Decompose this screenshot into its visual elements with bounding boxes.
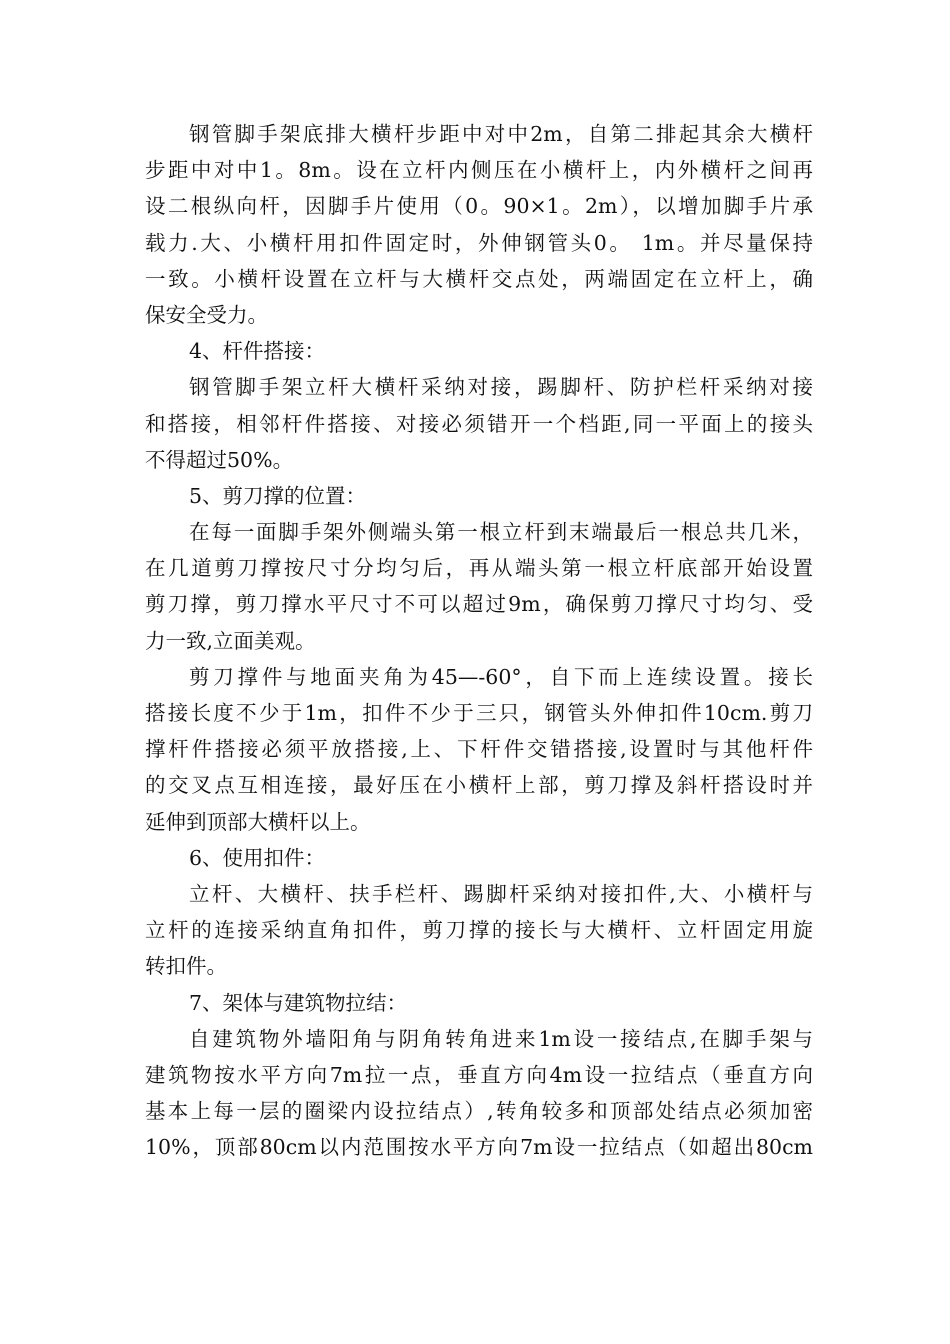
text-line: 7、架体与建筑物拉结： [189,990,408,1015]
text-line: 钢管脚手架底排大横杆步距中对中2m，自第二排起其余大横杆 [189,122,813,146]
text-line: 立杆、大横杆、扶手栏杆、踢脚杆采纳对接扣件,大、小横杆与 [189,881,813,906]
text-line: 5、剪刀撑的位置： [189,483,367,508]
text-line: 在几道剪刀撑按尺寸分均匀后，再从端头第一根立杆底部开始设置 [145,556,813,581]
document-body [145,116,813,1165]
text-line: 延伸到顶部大横杆以上。 [145,809,371,834]
text-line: 转扣件。 [145,954,227,979]
text-line: 在每一面脚手架外侧端头第一根立杆到末端最后一根总共几米， [189,520,813,545]
text-line: 撑杆件搭接必须平放搭接,上、下杆件交错搭接,设置时与其他杆件 [145,737,813,762]
text-line: 剪刀撑件与地面夹角为45—-60°，自下而上连续设置。接长 [189,664,813,689]
text-line: 力一致,立面美观。 [145,628,316,653]
text-line: 和搭接，相邻杆件搭接、对接必须错开一个档距,同一平面上的接头 [145,411,813,436]
text-line: 设二根纵向杆，因脚手片使用（0。90×1。2m），以增加脚手片承 [145,194,813,219]
text-line: 剪刀撑，剪刀撑水平尺寸不可以超过9m，确保剪刀撑尺寸均匀、受 [145,592,813,617]
text-line: 10%，顶部80cm以内范围按水平方向7m设一拉结点（如超出80cm [145,1135,813,1160]
text-line: 步距中对中1。8m。设在立杆内侧压在小横杆上，内外横杆之间再 [145,158,813,183]
text-line: 搭接长度不少于1m，扣件不少于三只，钢管头外伸扣件10cm.剪刀 [145,701,813,725]
text-line: 基本上每一层的圈梁内设拉结点）,转角较多和顶部处结点必须加密 [145,1099,813,1124]
text-line: 的交叉点互相连接，最好压在小横杆上部，剪刀撑及斜杆搭设时并 [145,773,813,798]
text-line: 自建筑物外墙阳角与阴角转角进来1m设一接结点,在脚手架与 [189,1026,813,1051]
text-line: 钢管脚手架立杆大横杆采纳对接，踢脚杆、防护栏杆采纳对接 [189,375,813,400]
text-line: 不得超过50%。 [145,447,294,472]
text-line: 4、杆件搭接： [189,339,326,364]
text-line: 6、使用扣件： [189,845,326,870]
text-line: 立杆的连接采纳直角扣件，剪刀撑的接长与大横杆、立杆固定用旋 [145,918,813,943]
text-line: 载力.大、小横杆用扣件固定时，外伸钢管头0。 1m。并尽量保持 [145,230,813,255]
text-line: 一致。小横杆设置在立杆与大横杆交点处，两端固定在立杆上，确 [145,266,813,291]
text-line: 保安全受力。 [145,302,268,327]
text-line: 建筑物按水平方向7m拉一点，垂直方向4m设一拉结点（垂直方向 [145,1062,813,1087]
